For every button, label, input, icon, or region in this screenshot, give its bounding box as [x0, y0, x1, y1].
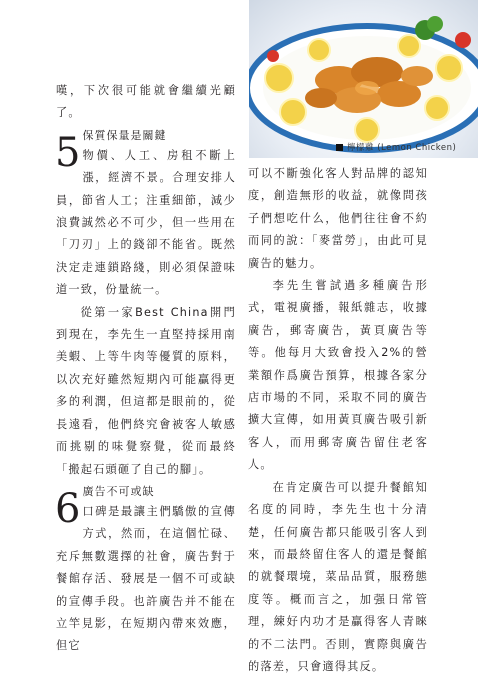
right-paragraph-1: 可以不斷強化客人對品牌的認知度，創造無形的收益，就像問孩子們想吃什么，他們往往會不約而同的說：「麥當勞」，由此可見廣告的魅力。: [248, 167, 428, 270]
right-column: [248, 163, 428, 678]
section-5-title: 保質保量是關鍵: [82, 128, 167, 142]
caption-text: 檸檬雞 (Lemon Chicken): [347, 143, 457, 153]
section-5-number: 5: [55, 129, 81, 176]
caption-square-bullet: [336, 144, 343, 151]
right-paragraph-2: 李先生嘗試過多種廣告形式，電視廣播，報紙雜志，收據廣告，郵寄廣告，黃頁廣告等等。他每月大致會投入2%的營業額作爲廣告預算，根據各家分店市場的不同，采取不同的廣告擴大宣傳，如用黃頁廣告吸引新客人，而用郵寄廣告留住老客人。: [248, 279, 428, 472]
lemon-chicken-illustration: [249, 0, 478, 158]
section-6-title: 廣告不可或缺: [82, 484, 155, 498]
section-6: [56, 483, 236, 658]
intro-paragraph: 嘆，下次很可能就會繼續光顧了。: [56, 84, 236, 120]
section-6-number: 6: [55, 485, 81, 532]
section-6-body: 口碑是最讓主們驕傲的宣傳方式，然而，在這個忙碌、充斥無數選擇的社會，廣告對于餐館存活、發展是一個不可或缺的宣傳手段。也許廣告并不能在立竿見影，在短期內帶來效應，但它: [56, 504, 236, 653]
left-column: [56, 80, 236, 658]
section-5: [56, 127, 236, 302]
right-paragraph-3: 在肯定廣告可以提升餐館知名度的同時，李先生也十分清楚，任何廣告都只能吸引客人到來，而最終留住客人的還是餐館的就餐環境，菜品品質，服務態度等。概而言之，加强日常管理，練好内功才是贏得客人青睞的不二法門。否則，實際與廣告的落差，只會適得其反。: [248, 480, 428, 673]
paragraph-2: 從第一家Best China開門到現在，李先生一直堅持採用南美蝦、上等牛肉等優質的原料，以次充好雖然短期內可能贏得更多的利潤，但這都是眼前的，從長遠看，他們終究會被客人敏感而挑剔的味覺察覺，從而最終「搬起石頭砸了自己的腳」。: [56, 305, 236, 476]
section-5-body: 物價、人工、房租不斷上漲，經濟不景。合理安排人員，節省人工；注重細節，減少浪費誠然必不可少，但一些用在「刀刃」上的錢卻不能省。既然決定走連鎖路綫，則必須保證味道一致，份量統一。: [56, 148, 236, 297]
lemon-chicken-photo: [249, 0, 478, 158]
photo-caption: [336, 142, 456, 155]
